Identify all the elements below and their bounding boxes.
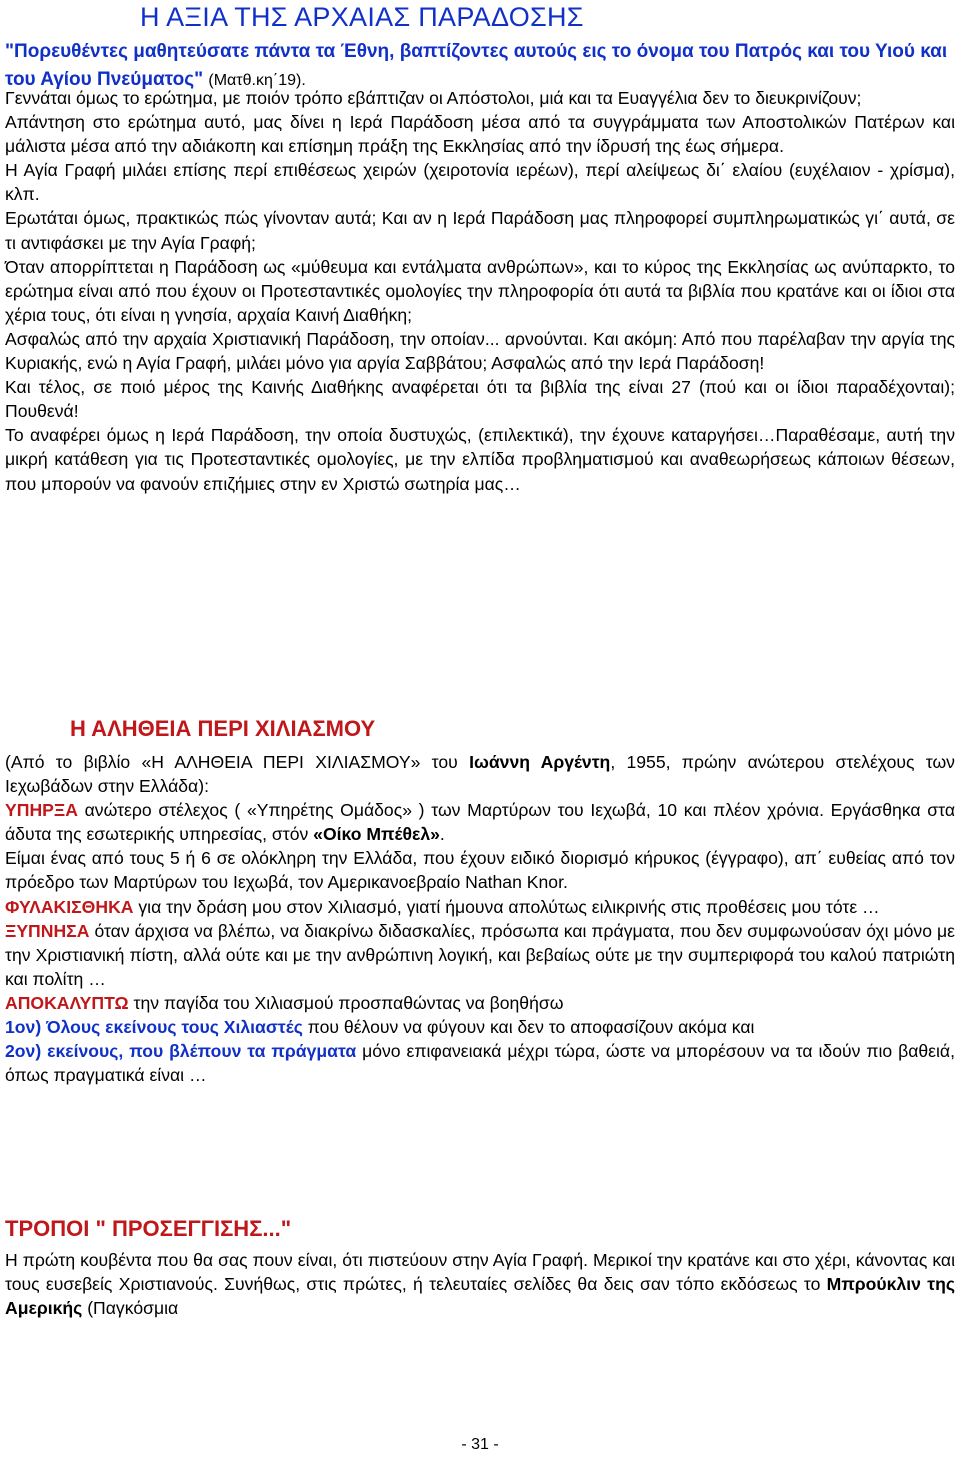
section-tradition [5, 86, 955, 496]
paragraph: Είμαι ένας από τους 5 ή 6 σε ολόκληρη την Ελλάδα, που έχουν ειδικό διορισμό κήρυκος (έγγραφο), απ΄ ευθείας από τον πρόεδρο των Μαρτύρων του Ιεχωβά, τον Αμερικανοεβραίο Nathan Knor. [5, 848, 955, 893]
paragraph: Και τέλος, σε ποιό μέρος της Καινής Διαθήκης αναφέρεται ότι τα βιβλία της είναι 27 (πού και οι ίδιοι παραδέχονται); Πουθενά! [5, 377, 955, 422]
section-heading-chiliasm: Η ΑΛΗΘΕΙΑ ΠΕΡΙ ΧΙΛΙΑΣΜΟΥ [70, 716, 376, 741]
paragraph-text: ανώτερο στέλεχος ( «Υπηρέτης Ομάδος» ) των Μαρτύρων του Ιεχωβά, 10 και πλέον χρόνια. Εργάσθηκα στα άδυτα της εσωτερικής υπηρεσίας, στόν [5, 800, 955, 845]
paragraph-text: για την δράση μου στον Χιλιασμό, γιατί ήμουνα απολύτως ειλικρινής στις προθέσεις μου τότε … [133, 896, 880, 917]
brooklyn-name: Μπρούκλιν της Αμερικής [5, 1274, 955, 1319]
paragraph-text-end: (Παγκόσμια [82, 1298, 179, 1319]
quote-reference: (Ματθ.κη΄19). [208, 72, 306, 89]
section-approach [5, 1248, 955, 1320]
paragraph [5, 798, 955, 846]
lead-phrase: 1ον) Όλους εκείνους τους Χιλιαστές [5, 1017, 303, 1038]
paragraph: Η Αγία Γραφή μιλάει επίσης περί επιθέσεως χειρών (χειροτονία ιερέων), περί αλείψεως δι΄ ελαίου (ευχέλαιον - χρίσμα), κλπ. [5, 160, 955, 205]
paragraph-text: όταν άρχισα να βλέπω, να διακρίνω διδασκαλίες, πρόσωπα και πράγματα, που δεν συμφωνούσαν όχι μόνο με την Χριστιανική πίστη, αλλά ούτε και με την ανθρώπινη λογική, και βεβαίως ούτε με την συμπεριφορά του καλού πατριώτη και πολίτη … [5, 920, 955, 989]
paragraph-text-end: . [439, 824, 445, 845]
paragraph-text: μόνο επιφανειακά μέχρι τώρα, ώστε να μπορέσουν να τα ιδούν πιο βαθειά, όπως πραγματικά είναι … [5, 1041, 955, 1086]
lead-word: ΥΠΗΡΞΑ [5, 800, 78, 821]
intro-text-end: , 1955, πρώην ανώτερου στελέχους των Ιεχωβάδων στην Ελλάδα): [5, 752, 955, 797]
paragraph-text: που θέλουν να φύγουν και δεν το αποφασίζουν ακόμα και [302, 1017, 755, 1038]
paragraph-text: Η πρώτη κουβέντα που θα σας πουν είναι, ότι πιστεύουν στην Αγία Γραφή. Μερικοί την κρατάνε και στο χέρι, κάνοντας και τους ευσεβείς Χριστιανούς. Συνήθως, στις πρώτες, ή τελευταίες σελίδες θα δεις σαν τόπο εκδόσεως το [5, 1250, 955, 1295]
paragraph [5, 895, 955, 919]
section-heading-approach: ΤΡΟΠΟΙ " ΠΡΟΣΕΓΓΙΣΗΣ..." [5, 1216, 292, 1241]
paragraph-text: την παγίδα του Χιλιασμού προσπαθώντας να βοηθήσω [128, 992, 564, 1013]
paragraph-intro [5, 750, 955, 798]
intro-text: (Από το βιβλίο «Η ΑΛΗΘΕΙΑ ΠΕΡΙ ΧΙΛΙΑΣΜΟΥ» του [5, 752, 470, 772]
paragraph [5, 1015, 955, 1039]
paragraph: Το αναφέρει όμως η Ιερά Παράδοση, την οποία δυστυχώς, (επιλεκτικά), την έχουνε καταργήσει…Παραθέσαμε, αυτή την μικρή κατάθεση για τις Προτεσταντικές ομολογίες, με την ελπίδα προβληματισμού και αναθεωρήσεως κάποιων θέσεων, που μπορούν να φανούν επιζήμιες στην εν Χριστώ σωτηρία μας… [5, 425, 955, 494]
paragraph: Ασφαλώς από την αρχαία Χριστιανική Παράδοση, την οποίαν... αρνούνται. Και ακόμη: Από που παρέλαβαν την αργία της Κυριακής, ενώ η Αγία Γραφή, μιλάει μόνο για αργία Σαββάτου; Ασφαλώς από την Ιερά Παράδοση! [5, 328, 955, 374]
page-number: - 31 - [461, 1436, 499, 1453]
lead-word: ΞΥΠΝΗΣΑ [5, 920, 90, 941]
paragraph [5, 1039, 955, 1087]
page-title: Η ΑΞΙΑ ΤΗΣ ΑΡΧΑΙΑΣ ΠΑΡΑΔΟΣΗΣ [140, 2, 584, 32]
paragraph [5, 919, 955, 991]
paragraph [5, 1248, 955, 1320]
lead-word: ΦΥΛΑΚΙΣΘΗΚΑ [5, 896, 134, 917]
section-chiliasm [5, 750, 955, 1087]
paragraph [5, 991, 955, 1015]
paragraph: Ερωτάται όμως, πρακτικώς πώς γίνονταν αυτά; Και αν η Ιερά Παράδοση μας πληροφορεί συμπληρωματικώς γι΄ αυτά, σε τι αντιφάσκει με την Αγία Γραφή; [5, 208, 955, 253]
paragraph: Απάντηση στο ερώτημα αυτό, μας δίνει η Ιερά Παράδοση μέσα από τα συγγράμματα των Αποστολικών Πατέρων και μάλιστα μέσα από την αδιάκοπη και επίσημη πράξη της Εκκλησίας από την ίδρυσή της έως σήμερα. [5, 112, 955, 157]
quote-text: "Πορευθέντες μαθητεύσατε πάντα τα Έθνη, βαπτίζοντες αυτούς εις το όνομα του Πατρός και του Υιού και του Αγίου Πνεύματος" [5, 41, 948, 90]
lead-phrase: 2ον) εκείνους, που βλέπουν τα πράγματα [5, 1041, 357, 1062]
author-name: Ιωάννη Αργέντη [469, 752, 611, 772]
bethel-name: «Οίκο Μπέθελ» [313, 824, 440, 845]
paragraph: Όταν απορρίπτεται η Παράδοση ως «μύθευμα και εντάλματα ανθρώπων», και το κύρος της Εκκλησίας ως ανύπαρκτο, το ερώτημα είναι από που έχουν οι Προτεσταντικές ομολογίες την πληροφορία ότι αυτά τα βιβλία που κρατάνε και οι ίδιοι στα χέρια τους, ότι είναι η γνησία, αρχαία Καινή Διαθήκη; [5, 256, 955, 325]
paragraph: Γεννάται όμως το ερώτημα, με ποιόν τρόπο εβάπτιζαν οι Απόστολοι, μιά και τα Ευαγγέλια δεν το διευκρινίζουν; [5, 88, 862, 108]
lead-word: ΑΠΟΚΑΛΥΠΤΩ [5, 992, 129, 1013]
